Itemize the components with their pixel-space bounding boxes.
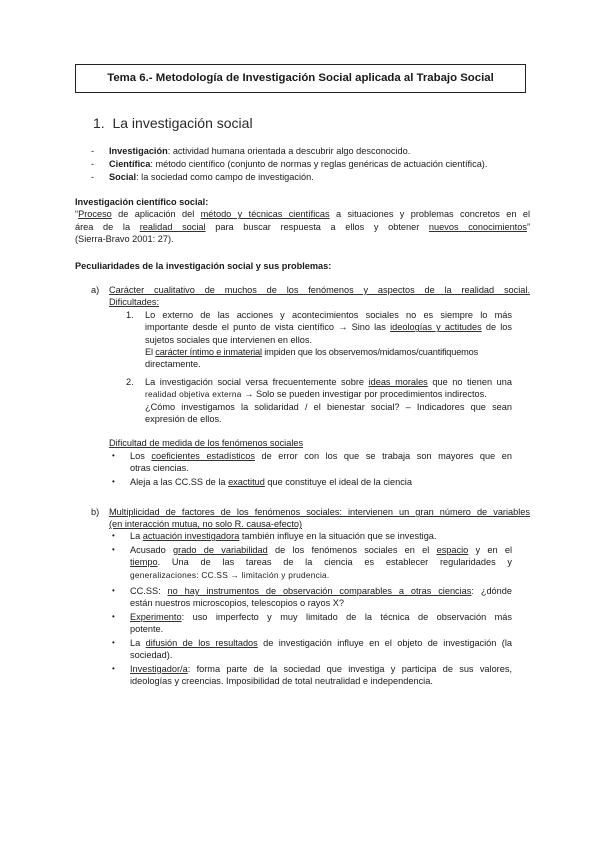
section-heading: 1. La investigación social <box>93 115 253 131</box>
definitions-list <box>91 145 531 183</box>
document-title: Tema 6.- Metodología de Investigación Social aplicada al Trabajo Social <box>107 72 494 85</box>
title-box <box>75 64 526 93</box>
document-page: Tema 6.- Metodología de Investigación Social aplicada al Trabajo Social 1. La investigación social - Investigación: actividad humana orientada a descubrir algo desconocido. - Científica: método científico (conjunto de normas y reglas genéricas de actuación científica). - Social: la sociedad como campo de investigación. Investigación científico social: “Proceso de aplicación del método y técnicas científicas a situaciones y problemas concretos en el área de la realidad social para buscar respuesta a ellos y obtener nuevos conocimientos” (Sierra-Bravo 2001: 27). Peculiaridades de la investigación social y sus problemas: a) Carácter cualitativo de muchos de los fenómenos y aspectos de la realidad social. Dificultades: 1. Lo externo de las acciones y acontecimientos sociales no es siempre lo más importante desde el punto de vista científico → Sino las ideologías y actitudes de los sujetos sociales que intervienen en ellos. El carácter íntimo e inmaterial impiden que los observemos/midamos/cuantifiquemos directamente. 2. La investigación social versa frecuentemente sobre ideas morales que no tienen una realidad objetiva externa → Solo se pueden investigar por procedimientos indirectos. ¿Cómo investigamos la solidaridad / el bienestar social? – Indicadores que sean expresión de ellos. Dificultad de medida de los fenómenos sociales • Los coeficientes estadísticos de error con los que se trabaja son mayores que en otras ciencias. • Aleja a las CC.SS de la exactitud que constituye el ideal de la ciencia b) Multiplicidad de factores de los fenómenos sociales: intervienen un gran número de variables (en interacción mutua, no solo R. causa-efecto) • La actuación investigadora también influye en la situación que se investiga. • Acusado grado de variabilidad de los fenómenos sociales en el espacio y en el tiempo. Una de las tareas de la ciencia es establecer regularidades y generalizaciones: CC.SS → limitación y prudencia. • CC.SS: no hay instrumentos de observación comparables a otras ciencias: ¿dónde están nuestros microscopios, telescopios o rayos X? • Experimento: uso imperfecto y muy limitado de la técnica de observación más potente. • La difusión de los resultados de investigación influye en el objeto de investigación (la sociedad). • Investigador/a: forma parte de la sociedad que investiga y participa de sus valores, ideologías y creencias. Imposibilidad de total neutralidad e independencia. <box>0 0 600 848</box>
scientific-definition <box>75 196 530 245</box>
definition-item: - Científica: método científico (conjunto de normas y reglas genéricas de actuación científica). <box>91 158 488 169</box>
definition-item: - Investigación: actividad humana orientada a descubrir algo desconocido. <box>91 146 411 156</box>
item-b-label: b) <box>91 507 100 517</box>
scientific-line: “Proceso de aplicación del método y técnicas científicas a situaciones y problemas concretos en el <box>75 209 530 220</box>
item-a-difficulties: Dificultades: <box>109 297 160 308</box>
item-b-heading: Multiplicidad de factores de los fenómenos sociales: intervienen un gran número de variables <box>109 507 530 517</box>
scientific-citation: (Sierra-Bravo 2001: 27). <box>75 233 174 244</box>
definition-item: - Social: la sociedad como campo de investigación. <box>91 171 314 182</box>
item-a-heading: Carácter cualitativo de muchos de los fenómenos y aspectos de la realidad social. <box>109 285 530 295</box>
scientific-heading: Investigación científico social: <box>75 197 209 207</box>
peculiarities-heading: Peculiaridades de la investigación social y sus problemas: <box>75 261 332 271</box>
measure-heading: Dificultad de medida de los fenómenos sociales <box>109 438 304 448</box>
scientific-line: área de la realidad social para buscar respuesta a ellos y obtener nuevos conocimientos” <box>75 221 530 232</box>
item-a-label: a) <box>91 285 100 295</box>
